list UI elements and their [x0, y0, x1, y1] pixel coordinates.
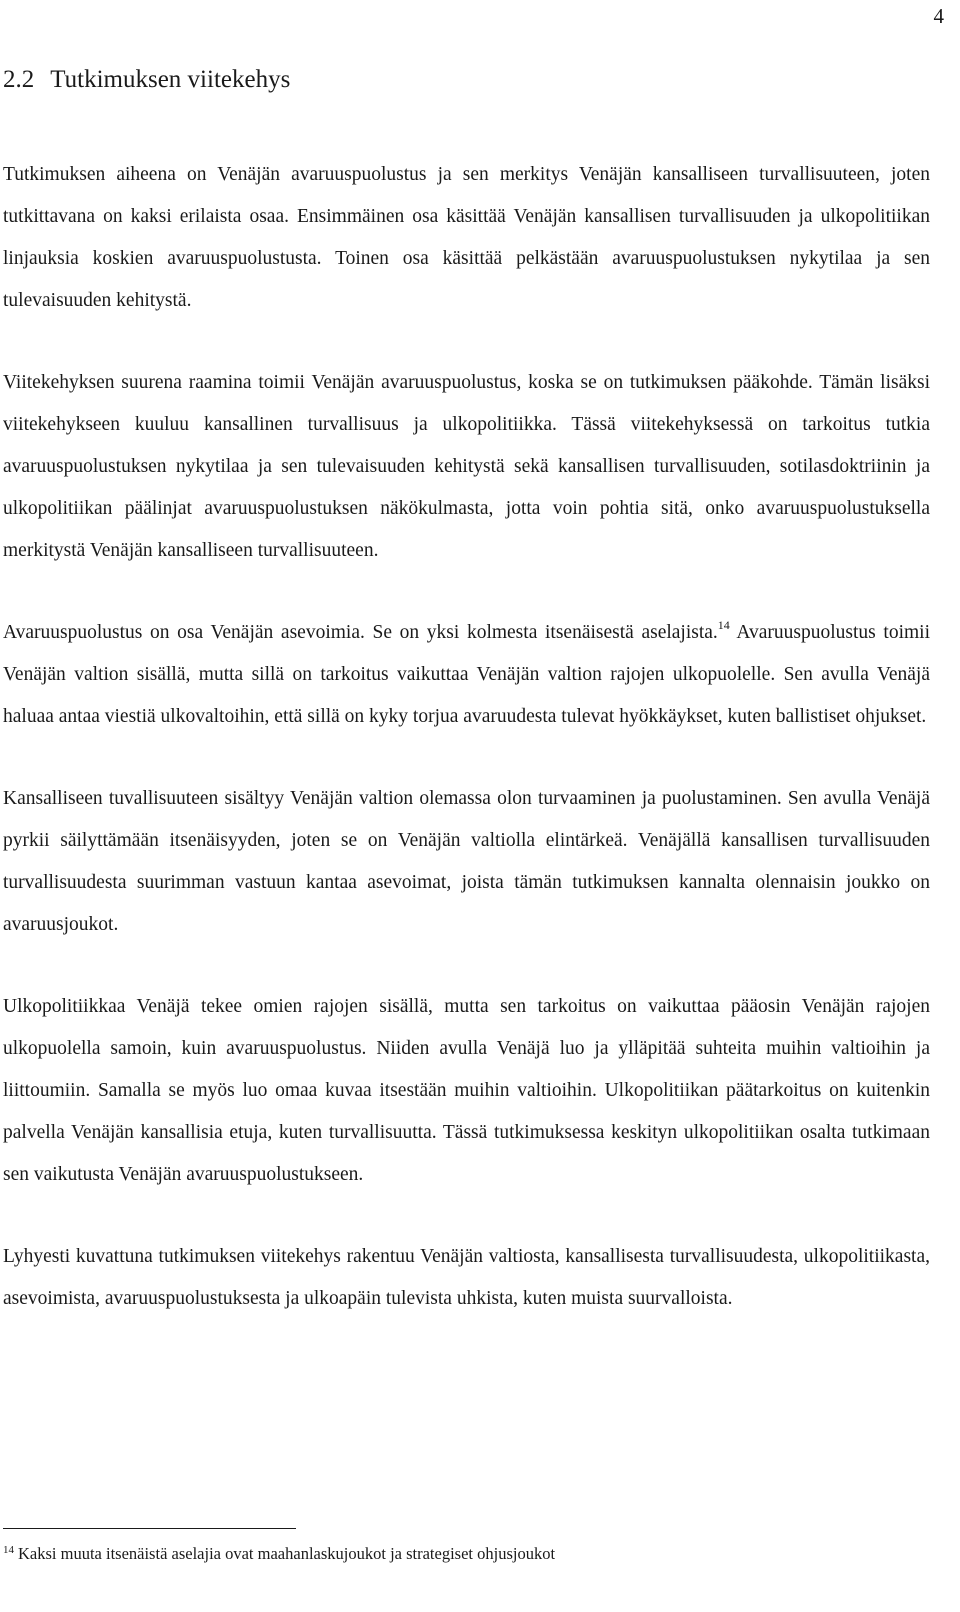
paragraph-3-text-after-note: Avaruuspuolustus toimii Venäjän valtion sisällä, mutta sillä on tarkoitus vaikuttaa Venäjän valtion rajojen ulkopuolelle. Sen avulla Venäjä haluaa antaa viestiä ulkovaltoihin, että sillä on kyky torjua avaruudesta tulevat hyökkäykset, kuten ballistiset ohjukset.	[3, 622, 930, 727]
paragraph-3-text-before-note: Avaruuspuolustus on osa Venäjän asevoimia. Se on yksi kolmesta itsenäisestä aselajista.	[3, 622, 718, 643]
footnote-reference[interactable]: 14	[717, 618, 730, 632]
footnote-separator	[3, 1528, 296, 1529]
section-number: 2.2	[3, 66, 35, 93]
paragraph-1: Tutkimuksen aiheena on Venäjän avaruuspuolustus ja sen merkitys Venäjän kansalliseen turvallisuuteen, joten tutkittavana on kaksi erilaista osaa. Ensimmäinen osa käsittää Venäjän kansallisen turvallisuuden ja ulkopolitiikan linjauksia koskien avaruuspuolustusta. Toinen osa käsittää pelkästään avaruuspuolustuksen nykytilaa ja sen tulevaisuuden kehitystä.	[3, 164, 930, 311]
footnote-number: 14	[3, 1544, 14, 1556]
section-heading	[3, 66, 290, 94]
paragraph-6: Lyhyesti kuvattuna tutkimuksen viitekehys rakentuu Venäjän valtiosta, kansallisesta turvallisuudesta, ulkopolitiikasta, asevoimista, avaruuspuolustuksesta ja ulkoapäin tulevista uhkista, kuten muista suurvalloista.	[3, 1246, 930, 1309]
footnote-text: Kaksi muuta itsenäistä aselajia ovat maahanlaskujoukot ja strategiset ohjusjoukot	[18, 1544, 556, 1563]
footnote	[3, 1542, 555, 1566]
paragraph-2: Viitekehyksen suurena raamina toimii Venäjän avaruuspuolustus, koska se on tutkimuksen pääkohde. Tämän lisäksi viitekehykseen kuuluu kansallinen turvallisuus ja ulkopolitiikka. Tässä viitekehyksessä on tarkoitus tutkia avaruuspuolustuksen nykytilaa ja sen tulevaisuuden kehitystä sekä kansallisen turvallisuuden, sotilasdoktriinin ja ulkopolitiikan päälinjat avaruuspuolustuksen näkökulmasta, jotta voin pohtia sitä, onko avaruuspuolustuksella merkitystä Venäjän kansalliseen turvallisuuteen.	[3, 372, 930, 561]
page-number: 4	[933, 4, 944, 28]
section-title: Tutkimuksen viitekehys	[50, 66, 291, 93]
paragraph-4: Kansalliseen tuvallisuuteen sisältyy Venäjän valtion olemassa olon turvaaminen ja puolustaminen. Sen avulla Venäjä pyrkii säilyttämään itsenäisyyden, joten se on Venäjän valtiolla elintärkeä. Venäjällä kansallisen turvallisuuden turvallisuudesta suurimman vastuun kantaa asevoimat, joista tämän tutkimuksen kannalta olennaisin joukko on avaruusjoukot.	[3, 788, 930, 935]
paragraph-3	[3, 612, 930, 738]
paragraph-5: Ulkopolitiikkaa Venäjä tekee omien rajojen sisällä, mutta sen tarkoitus on vaikuttaa pääosin Venäjän rajojen ulkopuolella samoin, kuin avaruuspuolustus. Niiden avulla Venäjä luo ja ylläpitää suhteita muihin valtioihin ja liittoumiin. Samalla se myös luo omaa kuvaa itsestään muihin valtioihin. Ulkopolitiikan päätarkoitus on kuitenkin palvella Venäjän kansallisia etuja, kuten turvallisuutta. Tässä tutkimuksessa keskityn ulkopolitiikan osalta tutkimaan sen vaikutusta Venäjän avaruuspuolustukseen.	[3, 996, 930, 1185]
body-text	[3, 154, 930, 1360]
